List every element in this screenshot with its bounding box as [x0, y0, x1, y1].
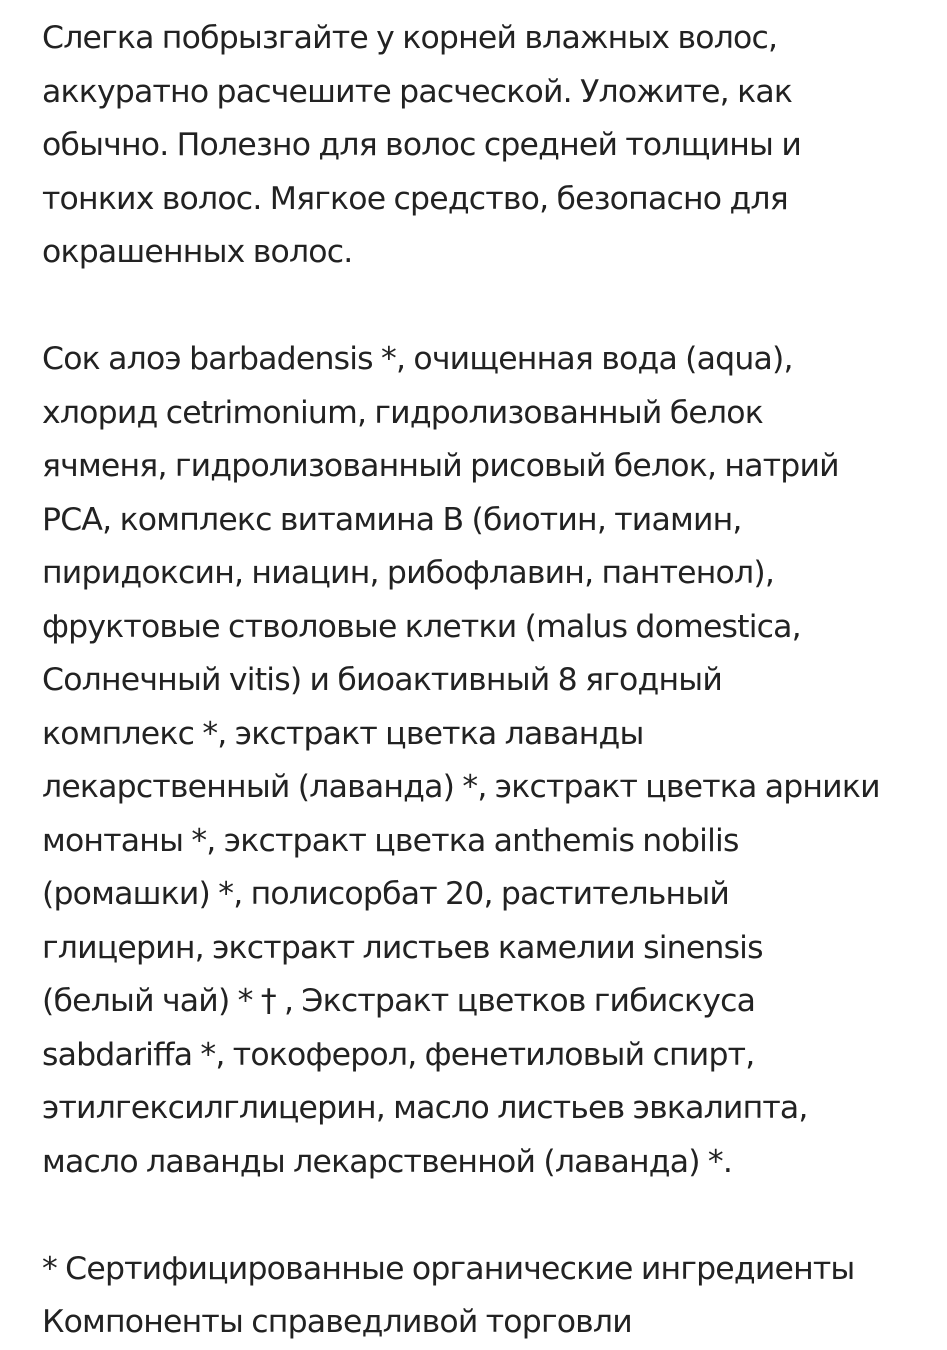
text-line: обычно. Полезно для волос средней толщины и	[42, 127, 802, 163]
text-line: монтаны *, экстракт цветка anthemis nobilis	[42, 822, 739, 859]
text-line: (белый чай) * † , Экстракт цветков гибискуса	[42, 983, 756, 1019]
text-line: лекарственный (лаванда) *, экстракт цветка арники	[42, 769, 880, 805]
text-line: sabdariffa *, токоферол, фенетиловый спирт,	[42, 1036, 755, 1073]
text-line: глицерин, экстракт листьев камелии sinensis	[42, 929, 763, 966]
text-line: Сок алоэ barbadensis *, очищенная вода (aqua),	[42, 341, 793, 377]
text-line: этилгексилглицерин, масло листьев эвкалипта,	[42, 1090, 808, 1126]
text-line: (ромашки) *, полисорбат 20, растительный	[42, 876, 730, 912]
text-line: окрашенных волос.	[42, 234, 353, 270]
footnotes-paragraph	[42, 1243, 932, 1350]
text-line: Слегка побрызгайте у корней влажных волос,	[42, 20, 778, 56]
ingredients-paragraph	[42, 333, 932, 1189]
text-line: * Сертифицированные органические ингредиенты	[42, 1250, 855, 1287]
product-description	[42, 12, 932, 1350]
text-line: масло лаванды лекарственной (лаванда) *.	[42, 1143, 733, 1180]
text-line: PCA, комплекс витамина B (биотин, тиамин,	[42, 501, 742, 538]
text-line: ячменя, гидролизованный рисовый белок, натрий	[42, 448, 839, 484]
text-line: фруктовые стволовые клетки (malus domestica,	[42, 608, 801, 645]
text-line: Компоненты справедливой торговли	[42, 1304, 632, 1340]
text-line: Солнечный vitis) и биоактивный 8 ягодный	[42, 662, 723, 698]
text-line: пиридоксин, ниацин, рибофлавин, пантенол),	[42, 555, 775, 591]
text-line: хлорид cetrimonium, гидролизованный белок	[42, 394, 763, 431]
usage-paragraph	[42, 12, 932, 280]
text-line: комплекс *, экстракт цветка лаванды	[42, 715, 644, 752]
text-line: аккуратно расчешите расческой. Уложите, как	[42, 73, 793, 110]
text-line: тонких волос. Мягкое средство, безопасно для	[42, 180, 788, 217]
